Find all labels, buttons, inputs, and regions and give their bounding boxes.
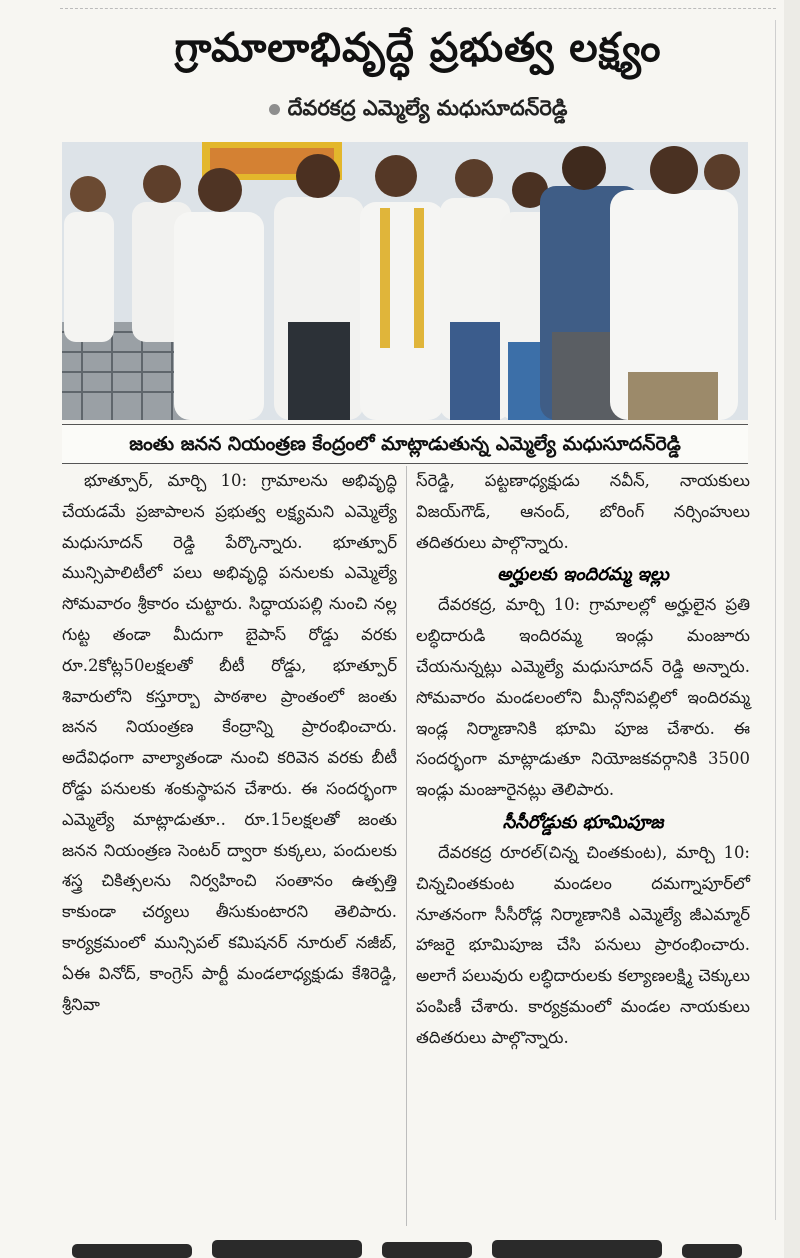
photo-caption: జంతు జనన నియంత్రణ కేంద్రంలో మాట్లాడుతున్న ఎమ్మెల్యే మధుసూదన్‌రెడ్డి (62, 424, 748, 464)
page-column-rule (775, 20, 776, 1220)
adjacent-column-bleed (784, 0, 800, 1258)
article-subhead (60, 96, 776, 126)
left-column-text: భూత్పూర్, మార్చి 10: గ్రామాలను అభివృద్ధి చేయడమే ప్రజాపాలన ప్రభుత్వ లక్ష్యమని ఎమ్మెల్యే మధుసూదన్ రెడ్డి పేర్కొన్నారు. భూత్పూర్ మున్సిపాలిటీలో పలు అభివృద్ధి పనులకు ఎమ్మెల్యే సోమవారం శ్రీకారం చుట్టారు. సిద్ధాయపల్లి నుంచి నల్ల గుట్ట తండా మీదుగా బైపాస్ రోడ్డు వరకు రూ.2కోట్ల50లక్షలతో బీటీ రోడ్డు, భూత్పూర్ శివారులోని కస్తూర్బా పాఠశాల ప్రాంతంలో జంతు జనన నియంత్రణ కేంద్రాన్ని ప్రారంభించారు. అదేవిధంగా వాల్యాతండా నుంచి కరివెన వరకు బీటీ రోడ్డు పనులకు శంకుస్థాపన చేశారు. ఈ సందర్భంగా ఎమ్మెల్యే మాట్లాడుతూ.. రూ.15లక్షలతో జంతు జనన నియంత్రణ సెంటర్ ద్వారా కుక్కలు, పందులకు శస్త్ర చికిత్సలను నిర్వహించి సంతానం ఉత్పత్తి కాకుండా చర్యలు తీసుకుంటారని తెలిపారు. కార్యక్రమంలో మున్సిపల్ కమిషనర్ నూరుల్ నజీబ్, ఏఈ వినోద్, కాంగ్రెస్ పార్టీ మండలాధ్యక్షుడు కేశిరెడ్డి, శ్రీనివా (62, 471, 397, 1014)
section-2-heading: అర్హులకు ఇందిరమ్మ ఇల్లు (497, 564, 669, 586)
next-article-headline-cropped (62, 1236, 748, 1258)
article-right-column (416, 466, 750, 1054)
bullet-icon (269, 104, 280, 115)
right-column-intro: స్‌రెడ్డి, పట్టణాధ్యక్షుడు నవీన్, నాయకులు విజయ్‌గౌడ్, ఆనంద్, బోరింగ్ నర్సింహులు తదితరులు పాల్గొన్నారు. (416, 471, 750, 552)
article-headline: గ్రామాలాభివృద్ధే ప్రభుత్వ లక్ష్యం (174, 24, 662, 71)
cropped-headline-strokes (62, 1236, 748, 1258)
clipping-top-edge (60, 0, 776, 9)
section-3-heading: సీసీరోడ్డుకు భూమిపూజ (502, 811, 664, 833)
photo-illustration (62, 142, 748, 420)
news-photo (62, 142, 748, 420)
subhead-text: దేవరకద్ర ఎమ్మెల్యే మధుసూదన్‌రెడ్డి (287, 96, 568, 120)
section-3-text: దేవరకద్ర రూరల్(చిన్న చింతకుంట), మార్చి 10: చిన్నచింతకుంట మండలం దమగ్నాపూర్‌లో నూతనంగా సీసీరోడ్ల నిర్మాణానికి ఎమ్మెల్యే జీఎమ్మార్ హాజరై భూమిపూజ చేసి పనులు ప్రారంభించారు. అలాగే పలువురు లబ్ధిదారులకు కల్యాణలక్ష్మి చెక్కులు పంపిణీ చేశారు. కార్యక్రమంలో మండల నాయకులు తదితరులు పాల్గొన్నారు. (416, 842, 750, 1047)
section-2-text: దేవరకద్ర, మార్చి 10: గ్రామాలల్లో అర్హులైన ప్రతి లబ్ధిదారుడి ఇందిరమ్మ ఇండ్లు మంజూరు చేయనున్నట్లు ఎమ్మెల్యే మధుసూదన్ రెడ్డి అన్నారు. సోమవారం మండలంలోని మీన్గోనిపల్లిలో ఇందిరమ్మ ఇండ్ల నిర్మాణానికి భూమి పూజ చేశారు. ఈ సందర్భంగా మాట్లాడుతూ నియోజకవర్గానికి 3500 ఇండ్లు మంజూరైనట్లు తెలిపారు. (416, 595, 750, 800)
column-divider (406, 466, 407, 1226)
article-left-column (62, 466, 397, 1020)
